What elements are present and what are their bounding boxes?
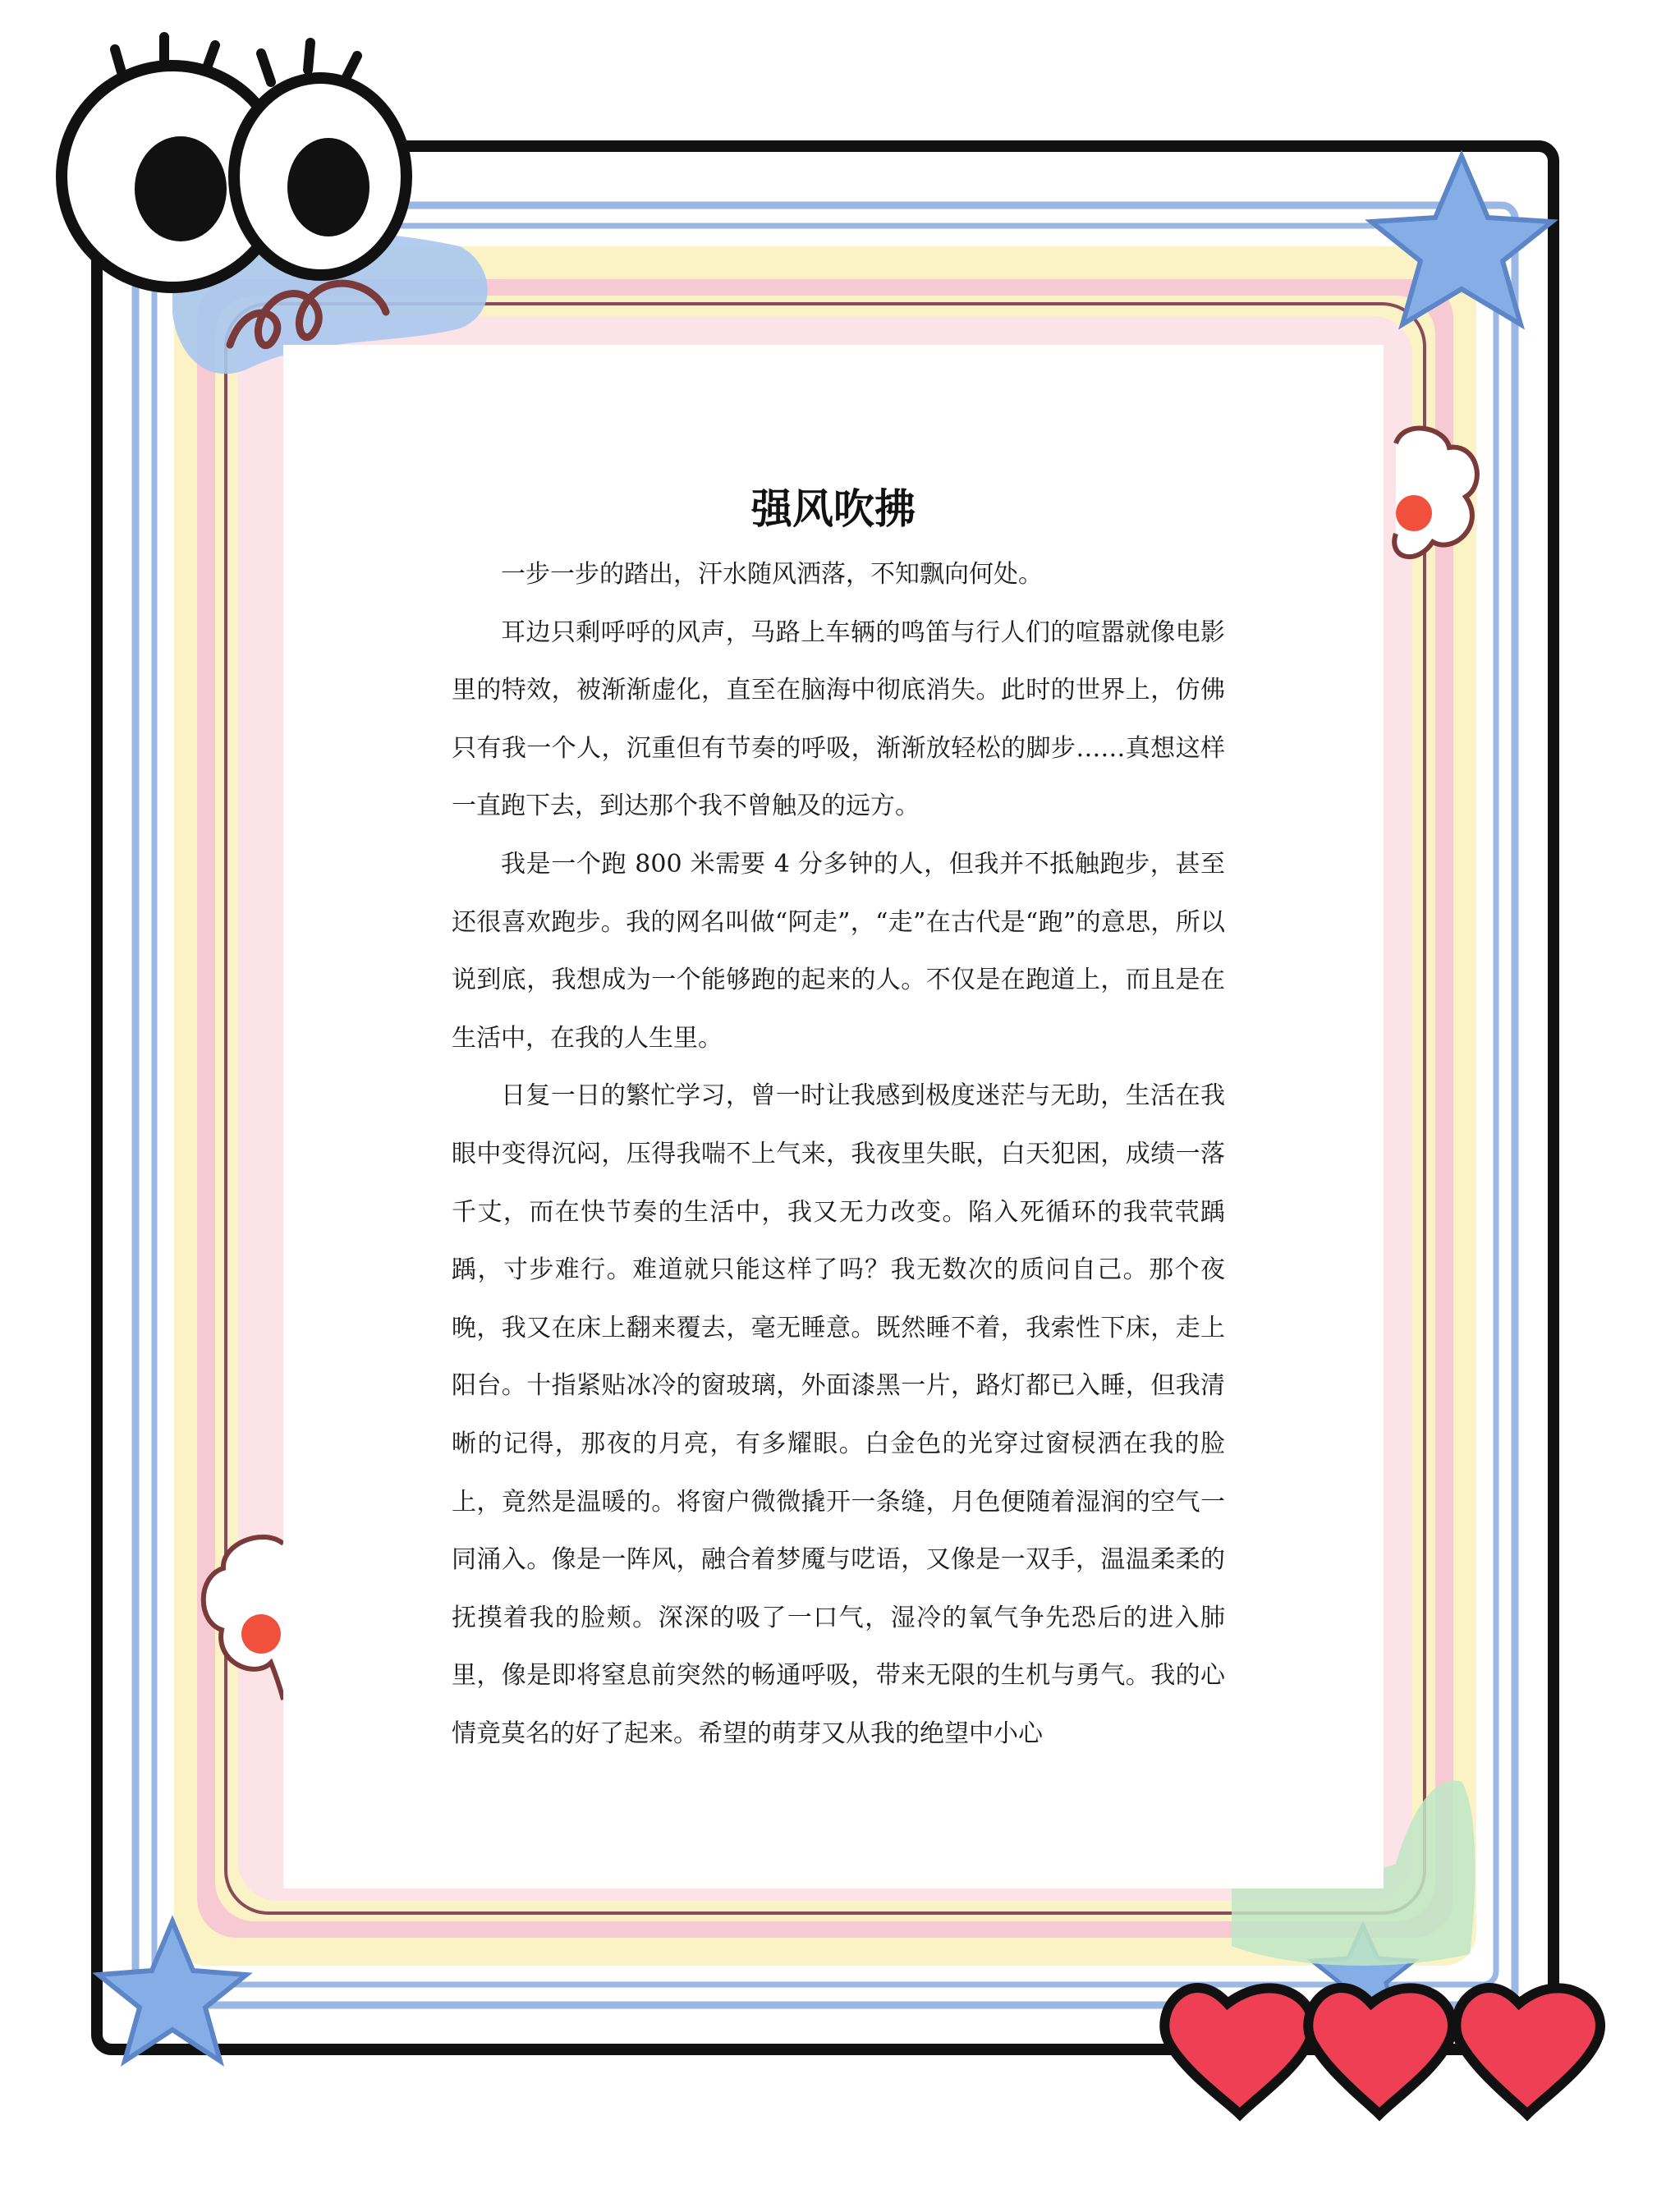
flower-doodle-right [1394, 428, 1477, 557]
paragraph-3: 我是一个跑 800 米需要 4 分多钟的人，但我并不抵触跑步，甚至还很喜欢跑步。我的网名叫做“阿走”，“走”在古代是“跑”的意思，所以说到底，我想成为一个能够跑的起来的人。不仅是在跑道上，而且是在生活中，在我的人生里。 [452, 849, 1225, 1053]
cartoon-eyes [62, 37, 406, 287]
document-title: 强风吹拂 [751, 484, 916, 533]
paragraph-2: 耳边只剩呼呼的风声，马路上车辆的鸣笛与行人们的喧嚣就像电影里的特效，被渐渐虚化，直至在脑海中彻底消失。此时的世界上，仿佛只有我一个人，沉重但有节奏的呼吸，渐渐放轻松的脚步……真想这样一直跑下去，到达那个我不曾触及的远方。 [452, 617, 1225, 821]
paragraph-4: 日复一日的繁忙学习，曾一时让我感到极度迷茫与无助，生活在我眼中变得沉闷，压得我喘不上气来，我夜里失眠，白天犯困，成绩一落千丈，而在快节奏的生活中，我又无力改变。陷入死循环的我茕茕踽踽，寸步难行。难道就只能这样了吗？我无数次的质问自己。那个夜晚，我又在床上翻来覆去，毫无睡意。既然睡不着，我索性下床，走上阳台。十指紧贴冰冷的窗玻璃，外面漆黑一片，路灯都已入睡，但我清晰的记得，那夜的月亮，有多耀眼。白金色的光穿过窗棂洒在我的脸上，竟然是温暖的。将窗户微微撬开一条缝，月色便随着湿润的空气一同涌入。像是一阵风，融合着梦魇与呓语，又像是一双手，温温柔柔的抚摸着我的脸颊。深深的吸了一口气，湿冷的氧气争先恐后的进入肺里，像是即将窒息前突然的畅通呼吸，带来无限的生机与勇气。我的心情竟莫名的好了起来。希望的萌芽又从我的绝望中小心 [452, 1081, 1225, 1748]
paragraph-1: 一步一步的踏出，汗水随风洒落，不知飘向何处。 [501, 560, 1043, 589]
article-body [452, 546, 1225, 1763]
hearts-decoration [1164, 1988, 1600, 2114]
